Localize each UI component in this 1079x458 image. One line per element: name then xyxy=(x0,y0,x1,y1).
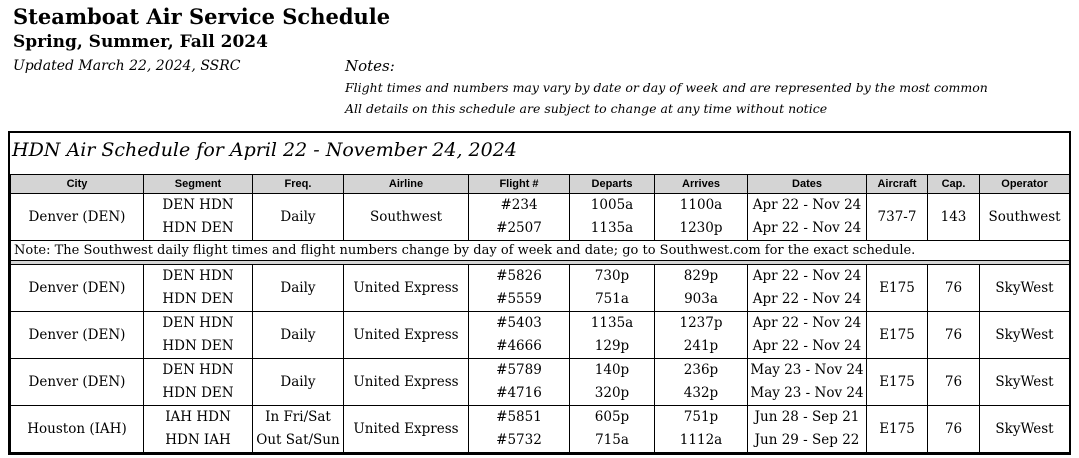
flight-cell xyxy=(469,312,570,359)
operator-cell: SkyWest xyxy=(980,359,1070,406)
departs-cell xyxy=(570,359,655,406)
departs-cell-value: 1005a xyxy=(590,197,634,213)
col-header-flight: Flight # xyxy=(469,175,570,194)
col-header-aircraft: Aircraft xyxy=(867,175,928,194)
freq-cell: Daily xyxy=(253,265,344,312)
segment-cell-value: DEN HDN xyxy=(162,197,234,213)
departs-cell xyxy=(570,194,655,241)
segment-cell xyxy=(144,194,253,241)
dates-cell-value: Apr 22 - Nov 24 xyxy=(752,220,862,236)
departs-cell xyxy=(570,312,655,359)
arrives-cell xyxy=(655,194,748,241)
departs-cell-value: 320p xyxy=(594,385,630,401)
flight-cell xyxy=(469,359,570,406)
flight-cell-value: #5403 xyxy=(496,315,542,331)
col-header-dates: Dates xyxy=(748,175,867,194)
operator-cell: Southwest xyxy=(980,194,1070,241)
airline-cell: United Express xyxy=(344,406,469,453)
segment-cell-value: HDN DEN xyxy=(162,385,234,401)
segment-cell-value: HDN DEN xyxy=(162,291,234,307)
flight-cell xyxy=(469,406,570,453)
flight-cell-value: #4666 xyxy=(496,338,542,354)
note-line: All details on this schedule are subject to change at any time without notice xyxy=(345,101,828,116)
cap-cell: 76 xyxy=(928,312,980,359)
aircraft-cell: E175 xyxy=(867,265,928,312)
arrives-cell-value: 829p xyxy=(683,268,719,284)
segment-cell-value: HDN DEN xyxy=(162,220,234,236)
flight-cell-value: #5826 xyxy=(496,268,542,284)
flight-cell-value: #234 xyxy=(500,197,538,213)
segment-cell xyxy=(144,406,253,453)
dates-cell-value: Jun 28 - Sep 21 xyxy=(754,409,860,425)
freq-cell-value: In Fri/Sat xyxy=(265,409,331,425)
page-subtitle: Spring, Summer, Fall 2024 xyxy=(13,32,268,52)
departs-cell xyxy=(570,406,655,453)
segment-cell-value: DEN HDN xyxy=(162,362,234,378)
dates-cell-value: Jun 29 - Sep 22 xyxy=(754,432,860,448)
dates-cell-value: Apr 22 - Nov 24 xyxy=(752,315,862,331)
aircraft-cell: E175 xyxy=(867,359,928,406)
departs-cell xyxy=(570,265,655,312)
notes-label: Notes: xyxy=(345,57,395,75)
operator-cell: SkyWest xyxy=(980,312,1070,359)
departs-cell-value: 1135a xyxy=(590,315,634,331)
airline-cell: United Express xyxy=(344,312,469,359)
col-header-freq: Freq. xyxy=(253,175,344,194)
freq-cell xyxy=(253,406,344,453)
flight-cell xyxy=(469,265,570,312)
departs-cell-value: 730p xyxy=(594,268,630,284)
col-header-departs: Departs xyxy=(570,175,655,194)
dates-cell-value: Apr 22 - Nov 24 xyxy=(752,268,862,284)
departs-cell-value: 751a xyxy=(595,291,629,307)
airline-cell: Southwest xyxy=(344,194,469,241)
aircraft-cell: E175 xyxy=(867,406,928,453)
freq-cell: Daily xyxy=(253,312,344,359)
dates-cell-value: Apr 22 - Nov 24 xyxy=(752,197,862,213)
dates-cell xyxy=(748,406,867,453)
col-header-city: City xyxy=(11,175,144,194)
schedule-frame xyxy=(8,131,1071,455)
operator-cell: SkyWest xyxy=(980,265,1070,312)
updated-date: Updated March 22, 2024, SSRC xyxy=(13,58,241,74)
table-row xyxy=(11,265,1070,312)
departs-cell-value: 715a xyxy=(595,432,629,448)
flight-cell-value: #5789 xyxy=(496,362,542,378)
col-header-cap: Cap. xyxy=(928,175,980,194)
aircraft-cell: E175 xyxy=(867,312,928,359)
city-cell: Denver (DEN) xyxy=(11,359,144,406)
dates-cell xyxy=(748,265,867,312)
col-header-operator: Operator xyxy=(980,175,1070,194)
arrives-cell-value: 1237p xyxy=(679,315,723,331)
departs-cell-value: 129p xyxy=(594,338,630,354)
freq-cell: Daily xyxy=(253,359,344,406)
arrives-cell xyxy=(655,406,748,453)
dates-cell xyxy=(748,312,867,359)
flight-cell xyxy=(469,194,570,241)
arrives-cell-value: 1230p xyxy=(679,220,723,236)
dates-cell-value: Apr 22 - Nov 24 xyxy=(752,291,862,307)
arrives-cell-value: 236p xyxy=(683,362,719,378)
header-row xyxy=(11,175,1070,194)
arrives-cell-value: 241p xyxy=(683,338,719,354)
schedule-body xyxy=(11,194,1070,453)
schedule-title: HDN Air Schedule for April 22 - November 24, 2024 xyxy=(12,139,517,161)
flight-cell-value: #5559 xyxy=(496,291,542,307)
arrives-cell-value: 903a xyxy=(684,291,718,307)
segment-cell-value: HDN DEN xyxy=(162,338,234,354)
note-line: Flight times and numbers may vary by date or day of week and are represented by the most common xyxy=(345,80,988,95)
segment-cell-value: IAH HDN xyxy=(165,409,231,425)
table-row xyxy=(11,359,1070,406)
arrives-cell xyxy=(655,359,748,406)
schedule-table xyxy=(10,174,1070,453)
arrives-cell-value: 1100a xyxy=(679,197,723,213)
flight-cell-value: #2507 xyxy=(496,220,542,236)
departs-cell-value: 605p xyxy=(594,409,630,425)
city-cell: Denver (DEN) xyxy=(11,194,144,241)
dates-cell xyxy=(748,194,867,241)
operator-cell: SkyWest xyxy=(980,406,1070,453)
city-cell: Denver (DEN) xyxy=(11,312,144,359)
segment-cell-value: DEN HDN xyxy=(162,268,234,284)
departs-cell-value: 140p xyxy=(594,362,630,378)
cap-cell: 76 xyxy=(928,406,980,453)
arrives-cell xyxy=(655,265,748,312)
segment-cell-value: DEN HDN xyxy=(162,315,234,331)
cap-cell: 76 xyxy=(928,265,980,312)
dates-cell-value: Apr 22 - Nov 24 xyxy=(752,338,862,354)
cap-cell: 76 xyxy=(928,359,980,406)
airline-cell: United Express xyxy=(344,359,469,406)
flight-cell-value: #5732 xyxy=(496,432,542,448)
segment-cell xyxy=(144,265,253,312)
table-row xyxy=(11,312,1070,359)
flight-cell-value: #4716 xyxy=(496,385,542,401)
segment-cell xyxy=(144,359,253,406)
segment-cell-value: HDN IAH xyxy=(165,432,231,448)
southwest-note: Note: The Southwest daily flight times and flight numbers change by day of week and date; go to Southwest.com for the exact schedule. xyxy=(11,241,1070,261)
freq-cell-value: Out Sat/Sun xyxy=(256,432,340,448)
table-row xyxy=(11,194,1070,241)
freq-cell: Daily xyxy=(253,194,344,241)
arrives-cell-value: 432p xyxy=(683,385,719,401)
dates-cell xyxy=(748,359,867,406)
city-cell: Houston (IAH) xyxy=(11,406,144,453)
col-header-airline: Airline xyxy=(344,175,469,194)
dates-cell-value: May 23 - Nov 24 xyxy=(750,385,864,401)
col-header-arrives: Arrives xyxy=(655,175,748,194)
col-header-segment: Segment xyxy=(144,175,253,194)
departs-cell-value: 1135a xyxy=(590,220,634,236)
aircraft-cell: 737-7 xyxy=(867,194,928,241)
segment-cell xyxy=(144,312,253,359)
southwest-note-row xyxy=(11,241,1070,261)
cap-cell: 143 xyxy=(928,194,980,241)
flight-cell-value: #5851 xyxy=(496,409,542,425)
table-row xyxy=(11,406,1070,453)
page-title: Steamboat Air Service Schedule xyxy=(13,4,391,29)
airline-cell: United Express xyxy=(344,265,469,312)
city-cell: Denver (DEN) xyxy=(11,265,144,312)
dates-cell-value: May 23 - Nov 24 xyxy=(750,362,864,378)
arrives-cell-value: 751p xyxy=(683,409,719,425)
arrives-cell-value: 1112a xyxy=(679,432,723,448)
arrives-cell xyxy=(655,312,748,359)
